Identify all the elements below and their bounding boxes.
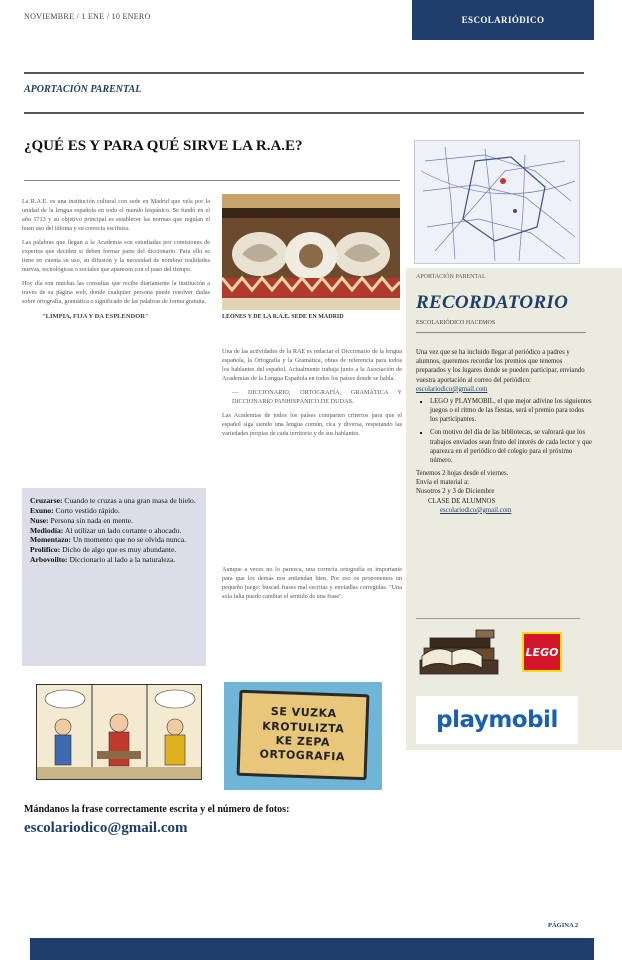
article-column-1 [22, 198, 210, 321]
glossary-item: Mediodía: Al utilizar un lado cortante o ahocado. [30, 525, 182, 535]
glossary-item: Momentazo: Un momento que no se olvida nunca. [30, 535, 187, 545]
sign-line: ORTOGRAFIA [259, 747, 346, 764]
paragraph: La R.A.E. es una institución cultural con sede en Madrid que vela por la unidad de la lengua española en todo el mundo hispánico. Se fundó en el año 1713 y su objetivo principal es establecer las normas que regulan el buen uso del idioma y su correcta escritura. [22, 198, 210, 232]
sidebar-footer-email[interactable]: escolariodico@gmail.com [440, 506, 512, 514]
footer-bar [30, 938, 594, 960]
sidebar-body [416, 348, 592, 515]
sidebar-footer-line: Tenemos 2 hojas desde el viernes. [416, 470, 509, 478]
list-item: ▪ Con motivo del día de las bibliotecas, se valorará que los trabajos enviados sean fruto del interés de cada lector y que aparezca en el periódico del colegio para el próximo número. [430, 428, 592, 465]
paragraph: Aunque a veces no lo parezca, una correcta ortografía es importante para que los demás nos entiendan bien. Por eso os proponemos un pequeño juego: buscad frases mal escritas y enviadlas corregidas. "Una sola falta puede cambiar el sentido de una frase". [222, 566, 402, 600]
glossary-item: Nuse: Persona sin nada en mente. [30, 515, 133, 525]
article-title: ¿QUÉ ES Y PARA QUÉ SIRVE LA R.A.E? [24, 138, 303, 154]
issue-date: NOVIEMBRE / 1 ENE / 10 ENERO [24, 12, 151, 21]
brand-name: ESCOLARIÓDICO [461, 15, 545, 25]
sidebar-footer-line: Nosotros 2 y 3 de Diciembre [416, 488, 495, 496]
glossary-item: Arbovoilto: Diccionario al lado a la naturaleza. [30, 555, 176, 565]
paragraph: Una de las actividades de la RAE es redactar el Diccionario de la lengua española, la Ortografía y la Gramática, obras de referencia para todos los hablantes del español. Actualmente trabaja junto a la Asociación de Academias de la Lengua Española en todos los países donde se habla. [222, 348, 402, 382]
contest-instruction: Mándanos la frase correctamente escrita y el número de fotos: [24, 804, 290, 815]
brand-banner [412, 0, 594, 40]
glossary-item: Exuno: Corto vestido rápido. [30, 505, 120, 515]
city-map-image [414, 140, 580, 264]
sidebar-subtitle: ESCOLARIÓDICO HACEMOS [416, 320, 496, 326]
prize-list [430, 397, 592, 465]
section-rule [24, 112, 584, 114]
sidebar-title: RECORDATORIO [416, 292, 569, 313]
glossary-item: Cruzarse: Cuando te cruzas a una gran masa de hielo. [30, 496, 196, 505]
sign-line: SE VUZKA [270, 705, 337, 721]
sidebar-section-label: APORTACIÓN PARENTAL [416, 274, 486, 280]
article-column-2 [222, 348, 402, 444]
sign-line: KE ZEPA [275, 734, 331, 749]
playmobil-logo: playmobil [416, 696, 578, 744]
title-rule [24, 180, 400, 181]
lego-logo: LEGO [522, 632, 562, 672]
motto-quote: "LIMPIA, FIJA Y DA ESPLENDOR" [42, 312, 149, 320]
top-rule [24, 72, 584, 74]
section-label: APORTACIÓN PARENTAL [24, 84, 142, 95]
comic-strip-illustration [36, 684, 202, 780]
paragraph: Las palabras que llegan a la Academia son estudiadas por comisiones de expertos que deciden si deben formar parte del diccionario. Para ello se tiene en cuenta su uso, su difusión y la necesidad de nombrar realidades nuevas, tecnológicas o sociales que aparecen con el paso del tiempo. [22, 238, 210, 273]
contest-email[interactable]: escolariodico@gmail.com [24, 820, 188, 836]
sidebar-footer-line: Envía el material a: [416, 479, 470, 487]
paragraph: Hoy día son muchas las consultas que recibe diariamente la institución a través de su página web, donde cualquier persona puede resolver dudas sobre ortografía, gramática o significado de las palabras de forma gratuita. [22, 279, 210, 305]
paragraph: — DICCIONARIO, ORTOGRAFÍA, GRAMÁTICA Y DICCIONARIO PANHISPÁNICO DE DUDAS. [232, 388, 402, 405]
books-illustration [416, 626, 502, 678]
sidebar-email-link[interactable]: escolariodico@gmail.com [416, 385, 488, 393]
rae-lions-photo [222, 194, 400, 310]
glossary-box [22, 488, 206, 666]
glossary-item: Prolífico: Dicho de algo que es muy abundante. [30, 545, 177, 555]
paragraph: Las Academias de todos los países comparten criterios para que el español siga siendo una lengua común, rica y diversa, respetando las variedades propias de cada territorio y de sus hablantes. [222, 411, 402, 437]
sidebar-footer-label: CLASE DE ALUMNOS [428, 497, 496, 505]
list-item: ▪ LEGO y PLAYMOBIL, el que mejor adivine los siguientes juegos o el ritmo de las fiestas, será el premio para todos los participantes. [430, 397, 592, 425]
misspelled-sign-illustration [224, 682, 382, 790]
sidebar-ad-rule [416, 618, 580, 619]
photo-caption: LEONES Y DE LA R.A.E. SEDE EN MADRID [222, 314, 344, 320]
page-number: PÁGINA 2 [548, 922, 579, 929]
article-column-2-end [222, 566, 402, 607]
sidebar-intro: Una vez que se ha incluido llegar al periódico a padres y alumnos, queremos recordar los premios que tenemos preparados y los lugares donde se pueden participar, enviando vuestra aportación al correo del periódico: [416, 349, 585, 384]
sign-board [237, 690, 370, 780]
sign-line: KROTULIZTA [262, 719, 345, 736]
sidebar-rule [416, 332, 586, 333]
